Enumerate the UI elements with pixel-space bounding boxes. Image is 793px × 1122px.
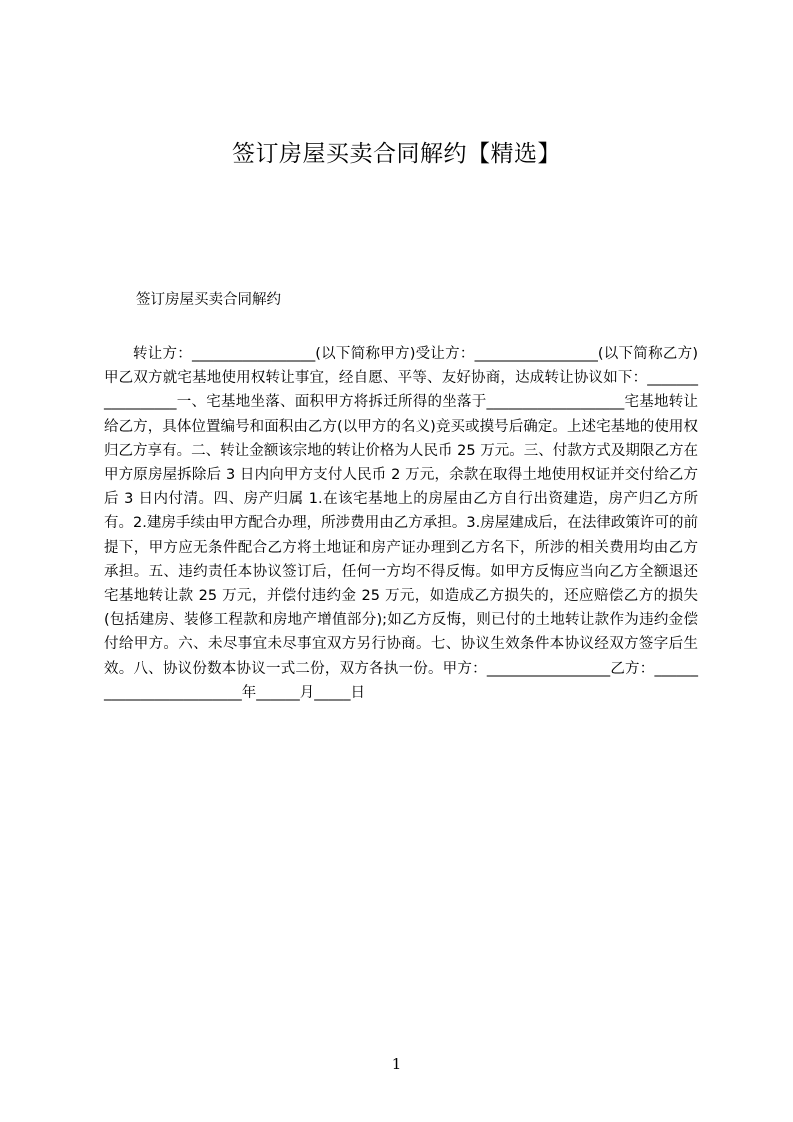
page-number: 1 [391,1055,402,1073]
contract-body: 转让方：_________________(以下简称甲方)受让方：_________________(以下简称乙方)甲乙双方就宅基地使用权转让事宜，经自愿、平等、友好协商，达成转让协议如下：_________________一、宅基地坐落、面积甲方将拆迁所得的坐落于___________________宅基地转让给乙方，具体位置编号和面积由乙方(以甲方的名义)竞买或摸号后确定。上述宅基地的使用权归乙方享有。二、转让金额该宗地的转让价格为人民币 25 万元。三、付款方式及期限乙方在甲方原房屋拆除后 3 日内向甲方支付人民币 2 万元，余款在取得土地使用权证并交付给乙方后 3 日内付清。四、房产归属 1.在该宅基地上的房屋由乙方自行出资建造，房产归乙方所有。2.建房手续由甲方配合办理，所涉费用由乙方承担。3.房屋建成后，在法律政策许可的前提下，甲方应无条件配合乙方将土地证和房产证办理到乙方名下，所涉的相关费用均由乙方承担。五、违约责任本协议签订后，任何一方均不得反悔。如甲方反悔应当向乙方全额退还宅基地转让款 25 万元，并偿付违约金 25 万元，如造成乙方损失的，还应赔偿乙方的损失(包括建房、装修工程款和房地产增值部分);如乙方反悔，则已付的土地转让款作为违约金偿付给甲方。六、未尽事宜未尽事宜双方另行协商。七、协议生效条件本协议经双方签字后生效。八、协议份数本协议一式二份，双方各执一份。甲方：_________________乙方：_________________________年______月_____日 [104,346,698,701]
document-subtitle: 签订房屋买卖合同解约 [136,292,281,308]
document-title: 签订房屋买卖合同解约【精选】 [232,141,561,167]
